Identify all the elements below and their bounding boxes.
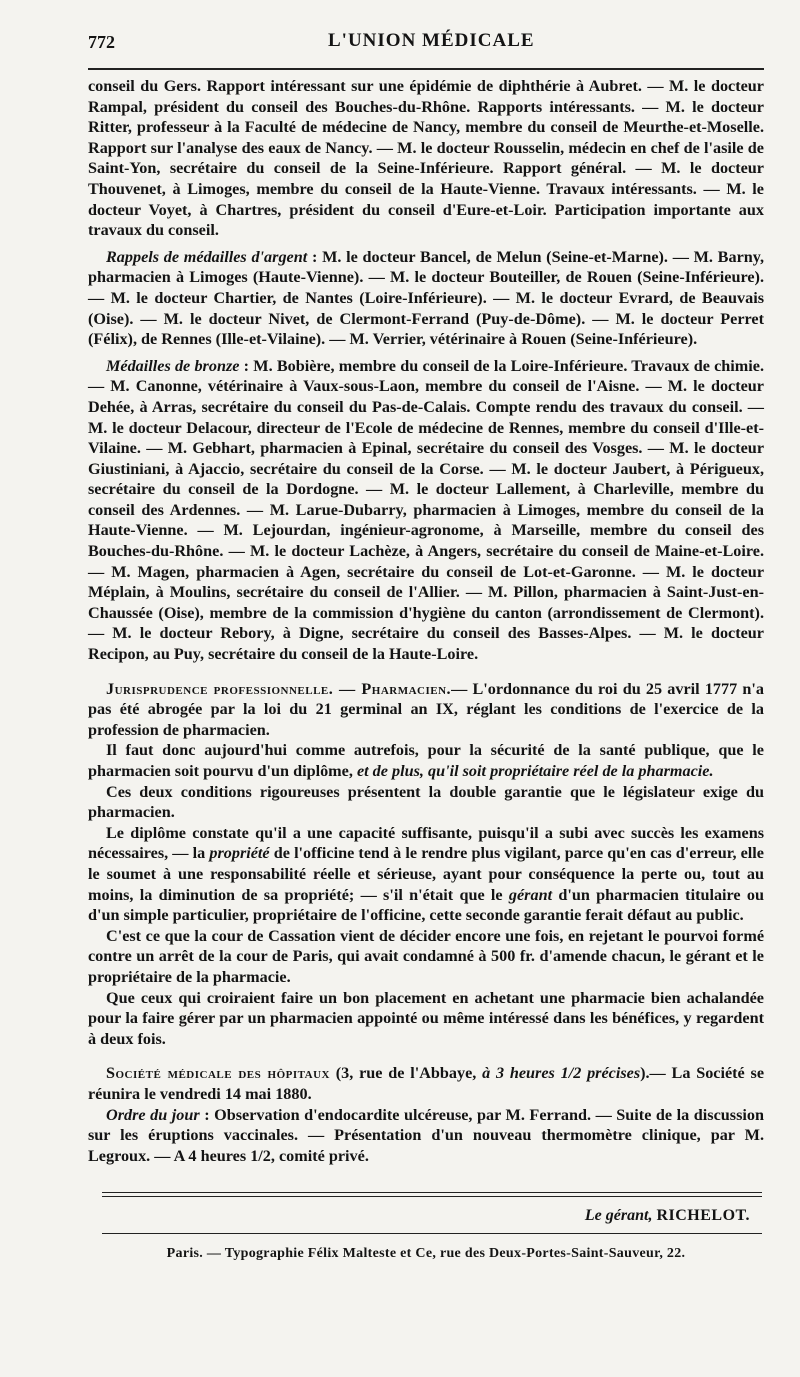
paragraph-societe	[88, 1063, 764, 1104]
signature	[88, 1207, 764, 1225]
section-gap	[88, 665, 764, 679]
paragraph-diploma	[88, 740, 764, 781]
agenda-text: : Observation d'endocardite ulcéreuse, par M. Ferrand. — Suite de la discussion sur les éruptions vaccinales. — Présentation d'un nouveau thermomètre clinique, par M. Legroux. — A 4 heures 1/2, comité privé.	[88, 1105, 764, 1165]
paragraph-conditions: Ces deux conditions rigoureuses présentent la double garantie que le législateur exige du pharmacien.	[88, 782, 764, 822]
bronze-medals-text: : M. Bobière, membre du conseil de la Loire-Inférieure. Travaux de chimie. — M. Canonne, vétérinaire à Vaux-sous-Laon, membre du conseil de l'Aisne. — M. le docteur Dehée, à Arras, secrétaire du conseil du Pas-de-Calais. Compte rendu des travaux du conseil. — M. le docteur Delacour, directeur de l'Ecole de médecine de Rennes, membre du conseil d'Ille-et-Vilaine. — M. Gebhart, pharmacien à Epinal, secrétaire du conseil des Vosges. — M. le docteur Giustiniani, à Ajaccio, secrétaire du conseil de la Corse. — M. le docteur Jaubert, à Périgueux, secrétaire du conseil de la Dordogne. — M. le docteur Lallement, à Charleville, membre du conseil des Ardennes. — M. Larue-Dubarry, pharmacien à Limoges, membre du conseil de la Haute-Vienne. — M. Lejourdan, ingénieur-agronome, à Marseille, membre du conseil des Bouches-du-Rhône. — M. le docteur Lachèze, à Angers, secrétaire du conseil de Maine-et-Loire. — M. Magen, pharmacien à Agen, secrétaire du conseil de Lot-et-Garonne. — M. le docteur Méplain, à Moulins, secrétaire du conseil de l'Allier. — M. Pillon, pharmacien à Saint-Just-en-Chaussée (Oise), membre de la commission d'hygiène du canton (arrondissement de Clermont). — M. le docteur Rebory, à Digne, secrétaire du conseil des Basses-Alpes. — M. le docteur Recipon, au Puy, secrétaire du conseil de la Haute-Loire.	[88, 356, 765, 664]
footer-rule-bottom	[102, 1233, 762, 1234]
societe-text-a: (3, rue de l'Abbaye,	[330, 1064, 483, 1083]
silver-medals-label: Rappels de médailles d'argent	[106, 247, 308, 266]
paragraph-warning: Que ceux qui croiraient faire un bon placement en achetant une pharmacie bien achalandée pour la faire gérer par un pharmacien appointé ou même intéressé dans les bénéfices, y regardent à deux fois.	[88, 988, 764, 1048]
signature-label: Le gérant,	[584, 1207, 653, 1225]
footer-rule-top	[102, 1192, 762, 1193]
capacity-italic-gerant: gérant	[508, 885, 553, 904]
header-rule	[88, 68, 764, 70]
bronze-medals-label: Médailles de bronze	[106, 356, 240, 375]
capacity-italic-propriete: propriété	[209, 844, 270, 863]
paragraph-cassation: C'est ce que la cour de Cassation vient de décider encore une fois, en rejetant le pourvoi formé contre un arrêt de la cour de Paris, qui avait condamné à 500 fr. d'amende chacun, le gérant et le propriétaire de la pharmacie.	[88, 926, 764, 986]
paragraph-agenda	[88, 1105, 764, 1167]
jurisprudence-heading: Jurisprudence professionnelle. — Pharmacien.	[106, 679, 452, 698]
societe-heading: Société médicale des hôpitaux	[106, 1064, 330, 1083]
signature-name: RICHELOT.	[656, 1207, 750, 1225]
paragraph-silver-medals	[88, 247, 764, 350]
paragraph-capacity	[88, 823, 764, 926]
agenda-label: Ordre du jour	[106, 1105, 200, 1124]
printer-imprint: Paris. — Typographie Félix Malteste et Ce, rue des Deux-Portes-Saint-Sauveur, 22.	[166, 1246, 686, 1262]
running-head	[88, 26, 764, 60]
journal-title: L'UNION MÉDICALE	[328, 30, 535, 51]
page-number: 772	[88, 32, 115, 52]
paragraph-bronze-medals	[88, 356, 764, 665]
diploma-italic: et de plus, qu'il soit propriétaire réel de la pharmacie.	[356, 762, 714, 780]
article-body	[88, 76, 764, 1166]
paragraph-jurisprudence	[88, 679, 764, 741]
footer-rule-double	[102, 1196, 762, 1197]
silver-medals-text: : M. le docteur Bancel, de Melun (Seine-et-Marne). — M. Barny, pharmacien à Limoges (Haute-Vienne). — M. le docteur Bouteiller, de Rouen (Seine-Inférieure). — M. le docteur Chartier, de Nantes (Loire-Inférieure). — M. le docteur Evrard, de Beauvais (Oise). — M. le docteur Nivet, de Clermont-Ferrand (Puy-de-Dôme). — M. le docteur Perret (Félix), de Rennes (Ille-et-Vilaine). — M. Verrier, vétérinaire à Rouen (Seine-Inférieure).	[88, 247, 765, 349]
capacity-text-c: de l'officine tend à le rendre plus vigilant, parce qu'en cas d'erreur, elle le soumet à une responsabilité réelle et sérieuse, ayant pour conséquence la perte ou, tout au moins, la diminution de sa propriété; — s'il n'était que le	[88, 844, 764, 904]
societe-time: à 3 heures 1/2 précises	[482, 1064, 641, 1083]
diploma-text: Il faut donc aujourd'hui comme autrefois, pour la sécurité de la santé publique, que le pharmacien soit pourvu d'un diplôme,	[88, 741, 764, 780]
jurisprudence-text: — L'ordonnance du roi du 25 avril 1777 n'a pas été abrogée par la loi du 21 germinal an IX, réglant les conditions de l'exercice de la profession de pharmacien.	[88, 679, 764, 739]
capacity-text-a: Le diplôme constate qu'il a une capacité suffisante, puisqu'il a subi avec succès les examens nécessaires, — la	[88, 823, 764, 863]
paragraph-awards-continued: conseil du Gers. Rapport intéressant sur une épidémie de diphthérie à Aubret. — M. le docteur Rampal, président du conseil des Bouches-du-Rhône. Rapports intéressants. — M. le docteur Ritter, professeur à la Faculté de médecine de Nancy, membre du conseil de Meurthe-et-Moselle. Rapport sur l'analyse des eaux de Nancy. — M. le docteur Rousselin, médecin en chef de l'asile de Saint-Yon, secrétaire du conseil de la Seine-Inférieure. Rapport général. — M. le docteur Thouvenet, à Limoges, membre du conseil de la Haute-Vienne. Travaux intéressants. — M. le docteur Voyet, à Chartres, président du conseil d'Eure-et-Loir. Participation importante aux travaux du conseil.	[88, 77, 764, 240]
capacity-text-e: d'un pharmacien titulaire ou d'un simple particulier, propriétaire de l'officine, cette seconde garantie ferait défaut au public.	[88, 885, 764, 925]
societe-text-c: ).— La Société se réunira le vendredi 14 mai 1880.	[88, 1064, 765, 1103]
section-gap	[88, 1049, 764, 1063]
